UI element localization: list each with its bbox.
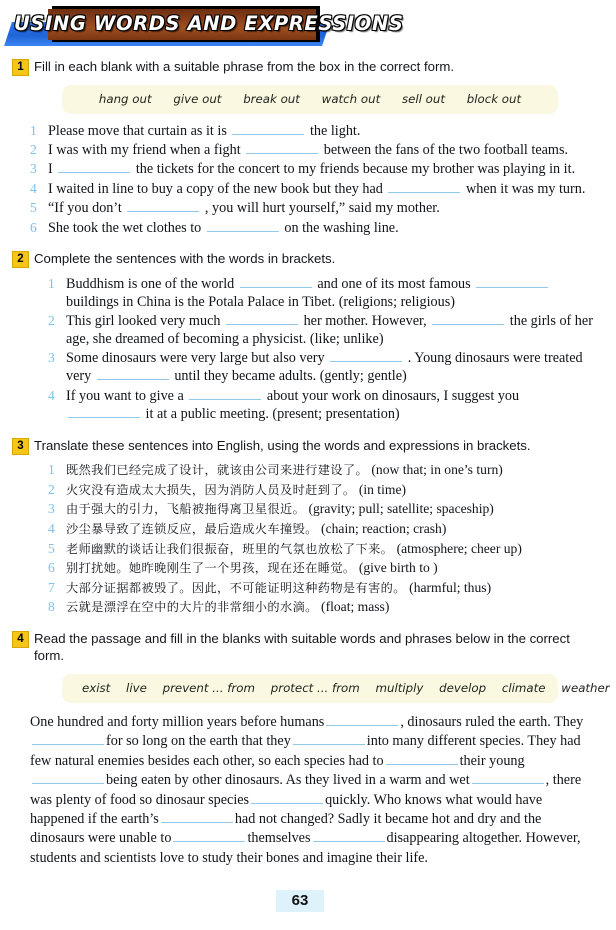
fill-blank[interactable] <box>246 141 318 154</box>
item-text-chinese: 云就是漂浮在空中的大片的非常细小的水滴。 <box>66 600 318 615</box>
item-number: 4 <box>30 180 37 196</box>
word-bank-item: develop <box>439 680 487 695</box>
item-number: 2 <box>48 313 55 329</box>
exercise-1 <box>0 58 600 76</box>
fill-blank[interactable] <box>472 771 544 784</box>
item-number: 4 <box>48 387 55 403</box>
item-hint: (atmosphere; cheer up) <box>396 540 522 556</box>
passage-text: into many different species. They had few natural enemies besides each other, so each species had to <box>30 733 581 769</box>
list-item <box>30 160 596 178</box>
exercise-4-number: 4 <box>12 631 29 648</box>
item-number: 6 <box>30 219 37 235</box>
item-text-chinese: 由于强大的引力，飞船被拖得离卫星很近。 <box>66 502 306 517</box>
item-hint: (chain; reaction; crash) <box>321 520 447 536</box>
item-text: and one of its most famous <box>317 276 471 293</box>
exercise-1-items <box>30 122 600 237</box>
list-item <box>48 500 596 519</box>
exercise-3-prompt: Translate these sentences into English, using the words and expressions in brackets. <box>34 437 531 453</box>
fill-blank[interactable] <box>326 713 398 726</box>
exercise-4-prompt: Read the passage and fill in the blanks with suitable words and phrases below in the correct form. <box>34 630 570 664</box>
list-item <box>48 481 596 500</box>
item-text: Please move that curtain as it is <box>48 122 227 139</box>
fill-blank[interactable] <box>68 405 140 418</box>
fill-blank[interactable] <box>32 732 104 745</box>
fill-blank[interactable] <box>232 122 304 135</box>
word-bank-item: watch out <box>321 91 381 106</box>
item-text: She took the wet clothes to <box>48 219 202 236</box>
fill-blank[interactable] <box>161 810 233 823</box>
fill-blank[interactable] <box>189 387 261 400</box>
fill-blank[interactable] <box>226 312 298 325</box>
item-number: 3 <box>48 501 55 517</box>
item-text: I waited in line to buy a copy of the new book but they had <box>48 180 383 197</box>
passage-text: had not changed? Sadly it became hot and dry and the dinosaurs were unable to <box>30 810 542 847</box>
item-text: buildings in China is the Potala Palace in Tibet. (religions; religious) <box>66 293 455 310</box>
passage-text: , dinosaurs ruled the earth. They <box>400 713 584 730</box>
list-item <box>48 387 596 424</box>
passage-text: disappearing altogether. However, students and scientists love to study their bones and imagine their life. <box>30 830 581 866</box>
page-number: 63 <box>276 890 325 912</box>
passage-text: , there was plenty of food so dinosaur species <box>30 772 582 808</box>
word-bank-item: hang out <box>98 91 152 106</box>
item-text: If you want to give a <box>66 387 184 404</box>
item-hint: (gravity; pull; satellite; spaceship) <box>308 501 494 517</box>
item-text: when it was my turn. <box>466 180 586 197</box>
exercise-2-prompt: Complete the sentences with the words in brackets. <box>34 250 336 266</box>
item-text: I <box>48 161 53 178</box>
item-number: 5 <box>48 540 55 556</box>
list-item <box>48 312 596 348</box>
exercise-4 <box>0 630 600 665</box>
item-number: 7 <box>48 579 55 595</box>
word-bank-item: protect ... from <box>270 680 360 695</box>
fill-blank[interactable] <box>386 752 458 765</box>
item-number: 3 <box>48 350 55 366</box>
item-text: her mother. However, <box>303 313 427 330</box>
exercise-1-word-bank <box>62 85 558 114</box>
item-number: 4 <box>48 520 55 536</box>
exercise-1-number: 1 <box>12 59 29 76</box>
list-item <box>30 180 596 198</box>
page-header-banner <box>0 4 600 50</box>
fill-blank[interactable] <box>240 275 312 288</box>
item-text-chinese: 别打扰她。她昨晚刚生了一个男孩，现在还在睡觉。 <box>66 561 356 576</box>
word-bank-item: sell out <box>401 91 445 106</box>
item-hint: (harmful; thus) <box>409 579 492 595</box>
fill-blank[interactable] <box>293 732 365 745</box>
exercise-3-number: 3 <box>12 438 29 455</box>
item-hint: (in time) <box>358 481 406 497</box>
list-item <box>48 579 596 598</box>
exercise-4-passage <box>30 713 586 868</box>
word-bank-item: prevent ... from <box>162 680 255 695</box>
exercise-2-items <box>48 275 600 423</box>
list-item <box>48 461 596 480</box>
item-text-chinese: 既然我们已经完成了设计，就该由公司来进行建设了。 <box>66 463 369 478</box>
passage-text: quickly. Who knows what would have happened if the earth’s <box>30 791 543 827</box>
item-text-chinese: 大部分证据都被毁了。因此，不可能证明这种药物是有害的。 <box>66 580 406 595</box>
item-number: 2 <box>48 481 55 497</box>
word-bank-item: climate <box>501 680 546 695</box>
fill-blank[interactable] <box>313 829 385 842</box>
word-bank-item: multiply <box>375 680 424 695</box>
word-bank-item: break out <box>243 91 300 106</box>
item-number: 1 <box>30 122 37 138</box>
exercise-4-word-bank <box>62 674 610 703</box>
word-bank-item: live <box>126 680 147 695</box>
fill-blank[interactable] <box>32 771 104 784</box>
fill-blank[interactable] <box>388 180 460 193</box>
list-item <box>48 520 596 539</box>
word-bank-item: give out <box>173 91 222 106</box>
list-item <box>48 275 596 311</box>
fill-blank[interactable] <box>251 791 323 804</box>
item-text: about your work on dinosaurs, I suggest you <box>266 387 520 404</box>
item-text: Some dinosaurs were very large but also very <box>66 350 325 367</box>
exercise-3-items <box>48 461 600 617</box>
item-number: 8 <box>48 599 55 615</box>
list-item <box>30 141 596 159</box>
fill-blank[interactable] <box>207 219 279 232</box>
exercise-1-prompt: Fill in each blank with a suitable phrase from the box in the correct form. <box>34 59 454 74</box>
list-item <box>48 540 596 559</box>
passage-text: being eaten by other dinosaurs. As they lived in a warm and wet <box>106 772 470 789</box>
passage-text: One hundred and forty million years before humans <box>30 713 325 730</box>
item-number: 1 <box>48 462 55 478</box>
item-text-chinese: 老师幽默的谈话让我们很振奋，班里的气氛也放松了下来。 <box>66 541 394 556</box>
passage-text: their young <box>459 752 525 769</box>
item-number: 6 <box>48 560 55 576</box>
fill-blank[interactable] <box>97 367 169 380</box>
list-item <box>48 349 596 386</box>
item-text: between the fans of the two football teams. <box>323 141 569 158</box>
passage-text: themselves <box>247 830 311 847</box>
item-text: Buddhism is one of the world <box>66 276 235 293</box>
list-item <box>48 598 596 617</box>
item-text: it at a public meeting. (present; presentation) <box>145 406 400 423</box>
fill-blank[interactable] <box>127 199 199 212</box>
fill-blank[interactable] <box>330 349 402 362</box>
word-bank-item: block out <box>466 91 522 106</box>
page-title: USING WORDS AND EXPRESSIONS <box>14 12 404 35</box>
word-bank-item: weather <box>561 680 610 695</box>
item-text-chinese: 沙尘暴导致了连锁反应，最后造成火车撞毁。 <box>66 521 318 536</box>
item-number: 1 <box>48 276 55 292</box>
item-text: . Young dinosaurs were treated very <box>66 350 583 385</box>
page-footer <box>0 890 600 912</box>
fill-blank[interactable] <box>58 160 130 173</box>
item-text: I was with my friend when a fight <box>48 141 241 158</box>
item-text: on the washing line. <box>284 219 399 236</box>
exercise-2-number: 2 <box>12 251 29 268</box>
exercise-3 <box>0 437 600 455</box>
list-item <box>30 219 596 237</box>
item-text: , you will hurt yourself,” said my mother. <box>204 200 440 217</box>
item-number: 2 <box>30 141 37 157</box>
fill-blank[interactable] <box>432 312 504 325</box>
item-text-chinese: 火灾没有造成太大损失，因为消防人员及时赶到了。 <box>66 482 356 497</box>
list-item <box>30 122 596 140</box>
item-text: This girl looked very much <box>66 313 221 330</box>
item-text: until they became adults. (gently; gentle) <box>174 368 407 385</box>
item-text: the tickets for the concert to my friends because my brother was playing in it. <box>135 161 576 178</box>
item-text: the light. <box>309 122 361 139</box>
item-hint: (now that; in one’s turn) <box>371 462 503 478</box>
passage-text: for so long on the earth that they <box>106 733 291 750</box>
list-item <box>48 559 596 578</box>
item-text: the girls of her age, she dreamed of becoming a physicist. (like; unlike) <box>66 313 593 347</box>
exercise-2 <box>0 250 600 268</box>
item-number: 5 <box>30 200 37 216</box>
item-hint: (give birth to ) <box>358 560 438 576</box>
item-text: “If you don’t <box>48 200 122 217</box>
word-bank-item: exist <box>82 680 111 695</box>
item-number: 3 <box>30 161 37 177</box>
fill-blank[interactable] <box>173 829 245 842</box>
item-hint: (float; mass) <box>321 599 390 615</box>
list-item <box>30 199 596 217</box>
fill-blank[interactable] <box>476 275 548 288</box>
